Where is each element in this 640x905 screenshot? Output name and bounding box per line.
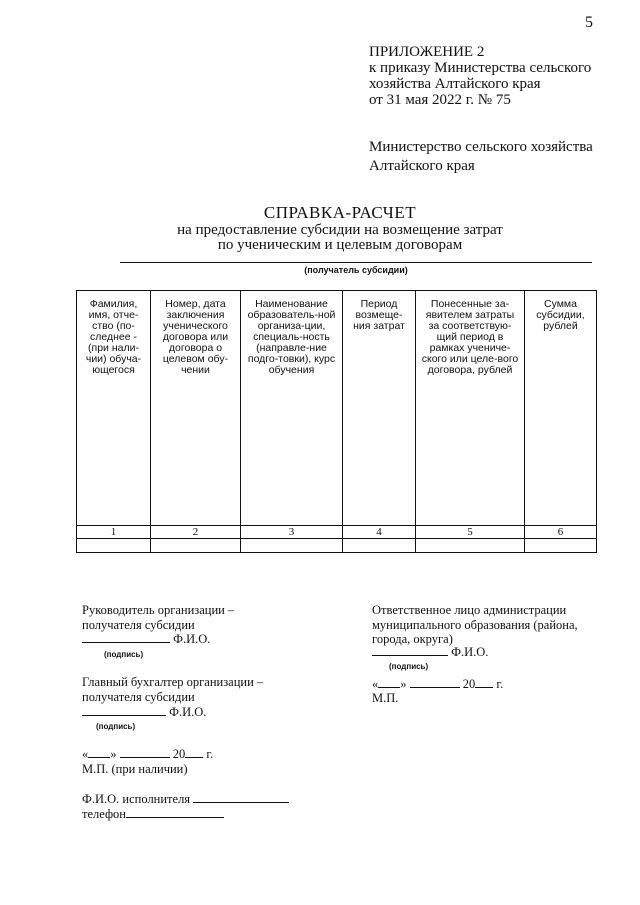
official-signature-line [372,644,488,660]
head-signature-line [82,631,210,647]
table-header-cell: Номер, дата заключения ученического договора или договора о целевом обу-чении [151,291,241,526]
table-header-cell: Понесенные за-явителем затраты за соответствую-щий период в рамках учениче-ского или целе-вого договора, рублей [416,291,525,526]
signature-caption: (подпись) [96,722,136,731]
stamp-label: М.П. (при наличии) [82,762,188,776]
table-header-cell: Период возмеще-ния затрат [343,291,416,526]
head-title-line: получателя субсидии [82,618,195,632]
appendix-order-line: хозяйства Алтайского края [369,76,541,92]
table-number-row [77,526,597,539]
column-number: 5 [416,526,525,539]
fio-label: Ф.И.О. [173,632,211,646]
month-blank [120,746,170,758]
table-row [77,539,597,553]
addressee-block [369,138,593,176]
addressee-line: Алтайского края [369,158,475,174]
phone-line: телефон [82,806,224,822]
official-title-line: муниципального образования (района, [372,618,578,632]
document-title-block [100,203,580,253]
official-title-line: города, округа) [372,632,453,646]
official-title-line: Ответственное лицо администрации [372,603,567,617]
appendix-order-line: к приказу Министерства сельского [369,60,592,76]
signature-blank [82,631,170,643]
calculation-table [76,290,597,553]
column-number: 1 [77,526,151,539]
accountant-signature-line [82,704,206,720]
signature-blank [372,644,448,656]
table-cell [343,539,416,553]
table-cell [151,539,241,553]
date-line: « » 20 г. [82,747,214,761]
year-blank [475,676,493,688]
document-title: СПРАВКА-РАСЧЕТ [263,203,417,222]
month-blank [410,676,460,688]
executor-line: Ф.И.О. исполнителя [82,791,289,807]
signature-blank [82,704,166,716]
table-cell [241,539,343,553]
year-blank [185,746,203,758]
day-blank [378,676,400,688]
table-header-cell: Фамилия, имя, отче-ство (по-следнее - (при нали-чии) обуча-ющегося [77,291,151,526]
executor-blank [193,791,289,803]
document-subtitle: по ученическим и целевым договорам [217,237,463,253]
fio-label: Ф.И.О. [169,705,207,719]
recipient-caption: (получатель субсидии) [304,265,408,275]
table-cell [525,539,597,553]
column-number: 4 [343,526,416,539]
head-title-line: Руководитель организации – [82,603,235,617]
day-blank [88,746,110,758]
table-header-cell: Наименование образователь-ной организа-ции, специаль-ность (направле-ние подго-товки), курс обучения [241,291,343,526]
fio-label: Ф.И.О. [451,645,489,659]
recipient-field-line [120,262,592,263]
stamp-label: М.П. [372,691,399,705]
date-line: « » 20 г. [372,677,504,691]
table-cell [416,539,525,553]
table-header-row [77,291,597,526]
appendix-block [369,44,591,108]
phone-blank [126,806,224,818]
addressee-line: Министерство сельского хозяйства [369,139,593,155]
signature-caption: (подпись) [389,662,429,671]
appendix-order-date: от 31 мая 2022 г. № 75 [369,92,511,108]
accountant-title-line: получателя субсидии [82,690,195,704]
table-header-cell: Сумма субсидии, рублей [525,291,597,526]
column-number: 2 [151,526,241,539]
accountant-title-line: Главный бухгалтер организации – [82,675,264,689]
column-number: 6 [525,526,597,539]
page-number: 5 [585,14,593,31]
column-number: 3 [241,526,343,539]
appendix-title: ПРИЛОЖЕНИЕ 2 [369,44,485,60]
signature-caption: (подпись) [104,650,144,659]
document-subtitle: на предоставление субсидии на возмещение затрат [177,222,503,238]
table-cell [77,539,151,553]
